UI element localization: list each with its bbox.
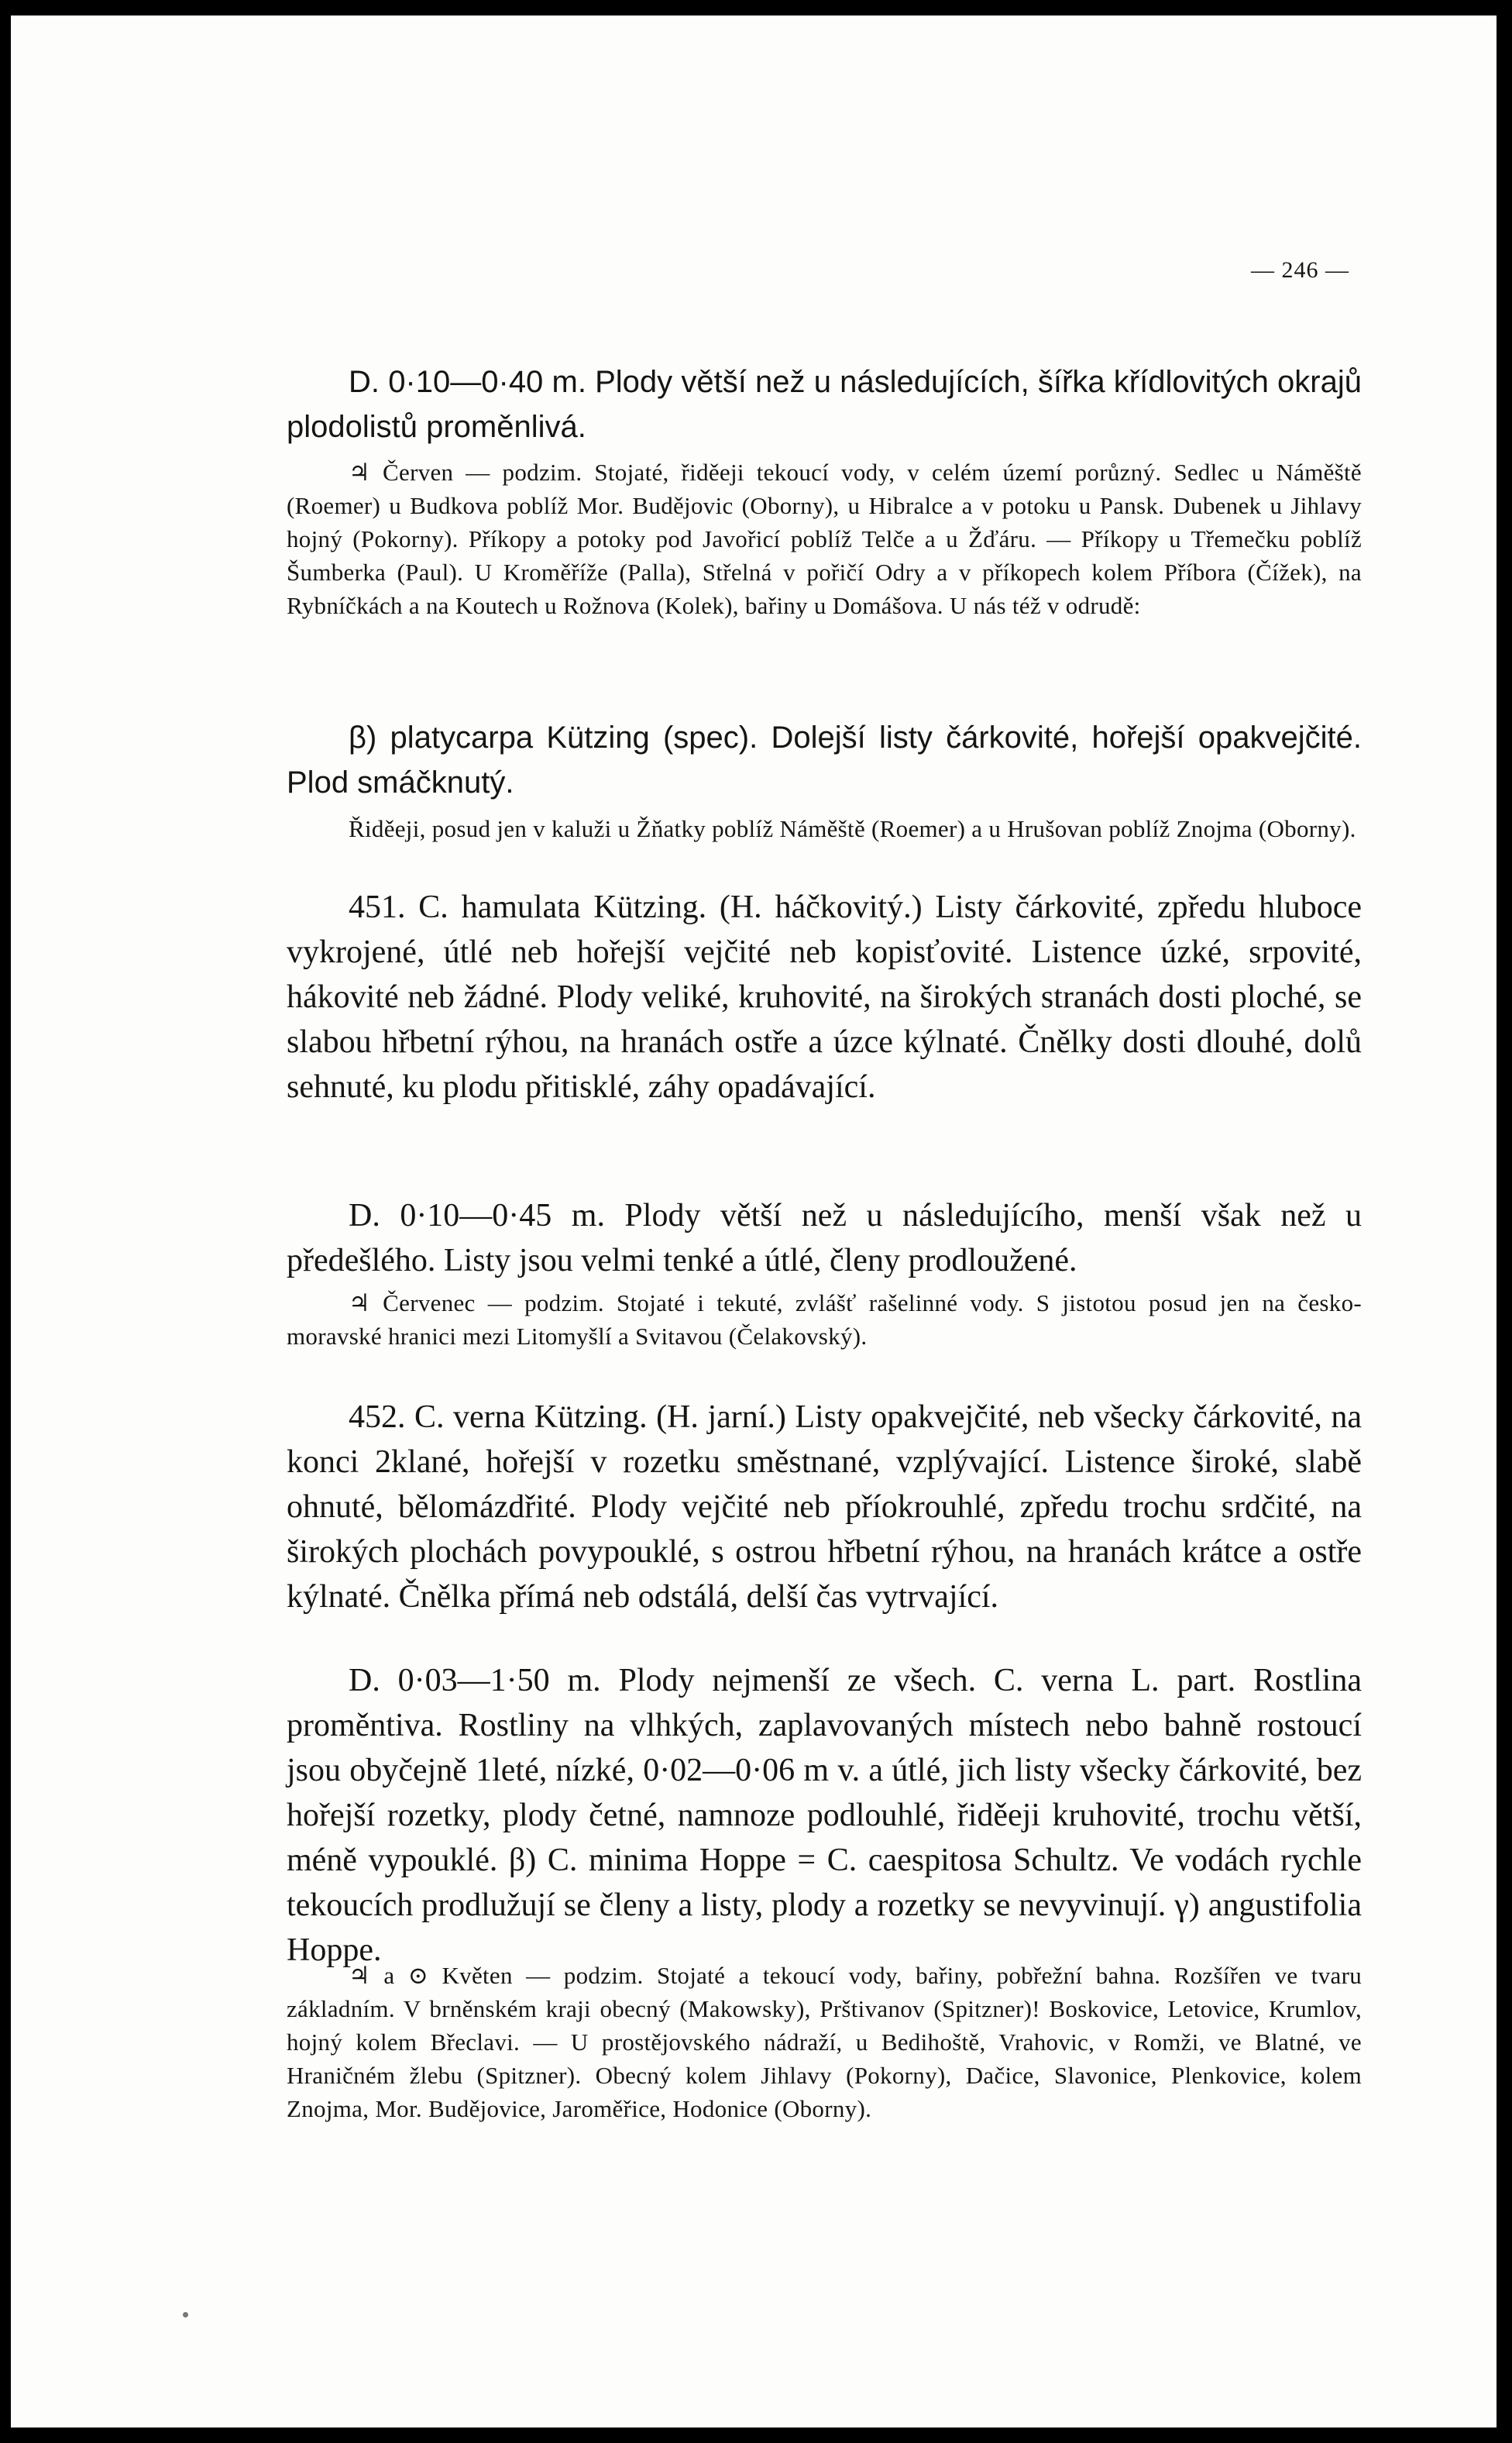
paragraph-habitat-1: ♃ Červen — podzim. Stojaté, řiděeji tekoucí vody, v celém území porůzný. Sedlec u Náměště (Roemer) u Budkova poblíž Mor. Budějovic (Oborny), u Hibralce a v potoku u Pansk. Dubenek u Jihlavy hojný (Pokorny). Příkopy a potoky pod Javořicí poblíž Telče a u Žďáru. — Příkopy u Třemečku poblíž Šumberka (Paul). U Kroměříže (Palla), Střelná v pořičí Odry a v příkopech kolem Příbora (Čížek), na Rybníčkách a na Koutech u Rožnova (Kolek), bařiny u Domášova. U nás též v odrudě: bbox=[287, 459, 1362, 619]
paragraph-variety-platycarpa: β) platycarpa Kützing (spec). Dolejší listy čárkovité, hořejší opakvejčité. Plod smáčknutý. bbox=[287, 721, 1362, 800]
paragraph-habitat-2: Řiděeji, posud jen v kaluži u Žňatky poblíž Náměště (Roemer) a u Hrušovan poblíž Znojma (Oborny). bbox=[349, 815, 1356, 842]
paragraph-dimensions-2: D. 0·10—0·45 m. Plody větší než u následujícího, menší však než u předešlého. Listy jsou velmi tenké a útlé, členy prodloužené. bbox=[287, 1198, 1362, 1278]
paragraph-habitat-4: ♃ a ⊙ Květen — podzim. Stojaté a tekoucí vody, bařiny, pobřežní bahna. Rozšířen ve tvaru základním. V brněnském kraji obecný (Makowsky), Prštivanov (Spitzner)! Boskovice, Letovice, Krumlov, hojný kolem Břeclavi. — U prostějovského nádraží, u Bedihoště, Vrahovic, v Romži, ve Blatné, ve Hraničném žlebu (Spitzner). Obecný kolem Jihlavy (Pokorny), Dačice, Slavonice, Plenkovice, kolem Znojma, Mor. Budějovice, Jaroměřice, Hodonice (Oborny). bbox=[287, 1962, 1362, 2122]
scanned-page bbox=[11, 15, 1497, 2428]
paragraph-habitat-3: ♃ Červenec — podzim. Stojaté i tekuté, zvlášť rašelinné vody. S jistotou posud jen na česko-moravské hranici mezi Litomyšlí a Svitavou (Čelakovský). bbox=[287, 1289, 1362, 1350]
paragraph-species-452: 452. C. verna Kützing. (H. jarní.) Listy opakvejčité, neb všecky čárkovité, na konci 2klané, hořejší v rozetku směstnané, vzplývající. Listence široké, slabě ohnuté, bělomázdřité. Plody vejčité neb příokrouhlé, zpředu trochu srdčité, na širokých plochách povypouklé, s ostrou hřbetní rýhou, na hranách krátce a ostře kýlnaté. Čnělka přímá neb odstálá, delší čas vytrvající. bbox=[287, 1399, 1362, 1615]
paragraph-species-451: 451. C. hamulata Kützing. (H. háčkovitý.) Listy čárkovité, zpředu hluboce vykrojené, útlé neb hořejší vejčité neb kopisťovité. Listence úzké, srpovité, hákovité neb žádné. Plody veliké, kruhovité, na širokých stranách dosti ploché, se slabou hřbetní rýhou, na hranách ostře a úzce kýlnaté. Čnělky dosti dlouhé, dolů sehnuté, ku plodu přitisklé, záhy opadávající. bbox=[287, 889, 1362, 1105]
paragraph-dimensions-3: D. 0·03—1·50 m. Plody nejmenší ze všech. C. verna L. part. Rostlina proměntiva. Rostliny na vlhkých, zaplavovaných místech nebo bahně rostoucí jsou obyčejně 1leté, nízké, 0·02—0·06 m v. a útlé, jich listy všecky čárkovité, bez hořejší rozetky, plody četné, namnoze podlouhlé, řiděeji kruhovité, trochu větší, méně vypouklé. β) C. minima Hoppe = C. caespitosa Schultz. Ve vodách rychle tekoucích prodlužují se členy a listy, plody a rozetky se nevyvinují. γ) angustifolia Hoppe. bbox=[287, 1663, 1362, 1968]
page-number: — 246 — bbox=[1251, 257, 1349, 283]
paragraph-dimensions-1: D. 0·10—0·40 m. Plody větší než u následujících, šířka křídlovitých okrajů plodolistů proměnlivá. bbox=[287, 365, 1362, 444]
ink-speck bbox=[183, 2312, 188, 2317]
